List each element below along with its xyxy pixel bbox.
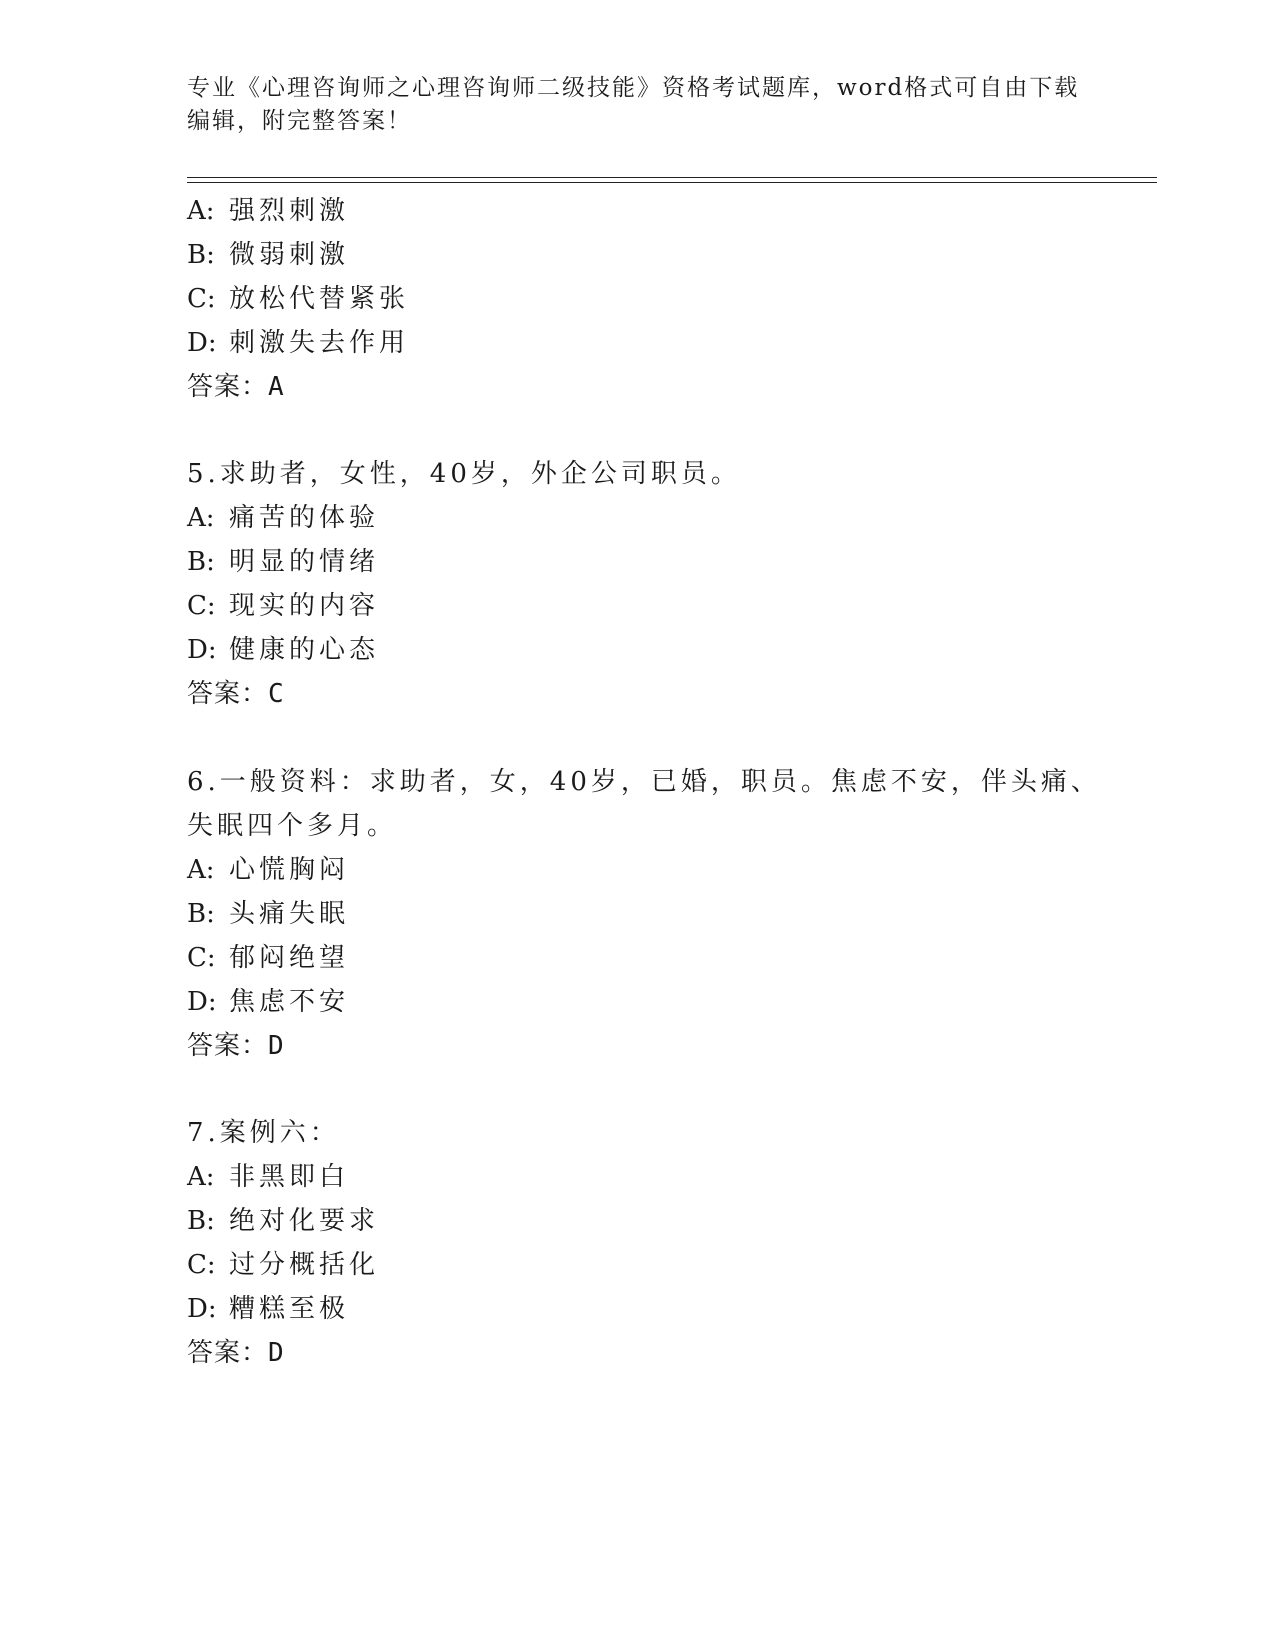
q5-option-c: C: 现实的内容	[187, 591, 380, 621]
q6-option-b: B: 头痛失眠	[187, 899, 350, 929]
q6-stem-line-2: 失眠四个多月。	[187, 811, 398, 841]
header-line-2: 编辑，附完整答案！	[187, 108, 412, 134]
q7-option-d: D: 糟糕至极	[187, 1294, 350, 1324]
header-rule-top	[187, 177, 1157, 178]
q5-option-d: D: 健康的心态	[187, 635, 380, 665]
q6-option-d: D: 焦虑不安	[187, 987, 350, 1017]
q4-option-a: A: 强烈刺激	[187, 196, 350, 226]
q5-option-b: B: 明显的情绪	[187, 547, 380, 577]
q4-answer: 答案：A	[187, 372, 284, 402]
header-rule-bottom	[187, 182, 1157, 183]
q7-option-c: C: 过分概括化	[187, 1250, 380, 1280]
q6-option-a: A: 心慌胸闷	[187, 855, 350, 885]
q7-answer: 答案：D	[187, 1338, 284, 1368]
document-header	[187, 72, 1087, 138]
q6-answer: 答案：D	[187, 1031, 284, 1061]
q4-option-c: C: 放松代替紧张	[187, 284, 410, 314]
q5-answer: 答案：C	[187, 679, 284, 709]
q7-stem: 7.案例六：	[187, 1118, 340, 1148]
q4-option-b: B: 微弱刺激	[187, 240, 350, 270]
header-line-1: 专业《心理咨询师之心理咨询师二级技能》资格考试题库，word格式可自由下载	[187, 75, 1080, 101]
q4-option-d: D: 刺激失去作用	[187, 328, 410, 358]
q5-stem: 5.求助者，女性，40岁，外企公司职员。	[187, 459, 741, 489]
q7-option-a: A: 非黑即白	[187, 1162, 350, 1192]
q6-stem-line-1: 6.一般资料：求助者，女，40岁，已婚，职员。焦虑不安，伴头痛、	[187, 767, 1101, 797]
q7-option-b: B: 绝对化要求	[187, 1206, 380, 1236]
q5-option-a: A: 痛苦的体验	[187, 503, 380, 533]
q6-option-c: C: 郁闷绝望	[187, 943, 350, 973]
